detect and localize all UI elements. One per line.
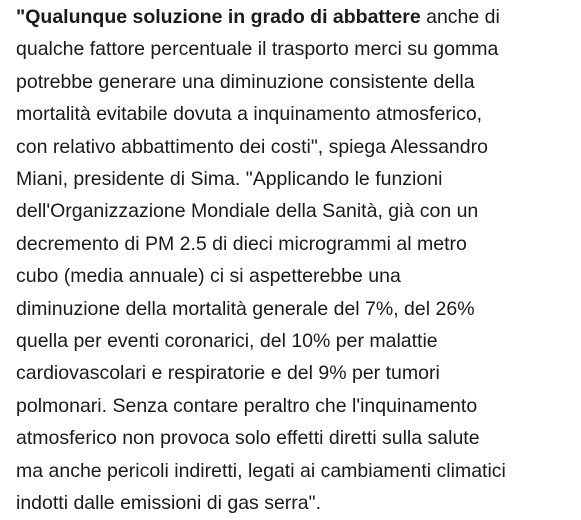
- text-line: cubo (media annuale) ci si aspetterebbe una: [16, 265, 401, 288]
- text-line: con relativo abbattimento dei costi", spiega Alessandro: [16, 135, 488, 158]
- bold-lead-text: "Qualunque soluzione in grado di abbattere: [16, 6, 421, 28]
- text-line: ma anche pericoli indiretti, legati ai cambiamenti climatici: [16, 459, 506, 482]
- text-line: Miani, presidente di Sima. "Applicando le funzioni: [16, 168, 443, 191]
- text-line: mortalità evitabile dovuta a inquinamento atmosferico,: [16, 103, 483, 126]
- text-line: qualche fattore percentuale il trasporto merci su gomma: [16, 38, 499, 61]
- text-line: quella per eventi coronarici, del 10% per malattie: [16, 330, 438, 353]
- text-line: potrebbe generare una diminuzione consistente della: [16, 70, 475, 93]
- text-line: polmonari. Senza contare peraltro che l'inquinamento: [16, 394, 478, 417]
- text-line: cardiovascolari e respiratorie e del 9% per tumori: [16, 362, 440, 385]
- text-line: indotti dalle emissioni di gas serra".: [16, 492, 321, 515]
- text-line: atmosferico non provoca solo effetti diretti sulla salute: [16, 427, 480, 450]
- text-line-rest: anche di: [420, 6, 500, 28]
- text-line: decremento di PM 2.5 di dieci microgrammi al metro: [16, 232, 467, 255]
- text-line: diminuzione della mortalità generale del 7%, del 26%: [16, 297, 475, 320]
- text-line: [16, 1, 576, 33]
- article-paragraph: [16, 0, 576, 520]
- text-line: dell'Organizzazione Mondiale della Sanità, già con un: [16, 200, 479, 223]
